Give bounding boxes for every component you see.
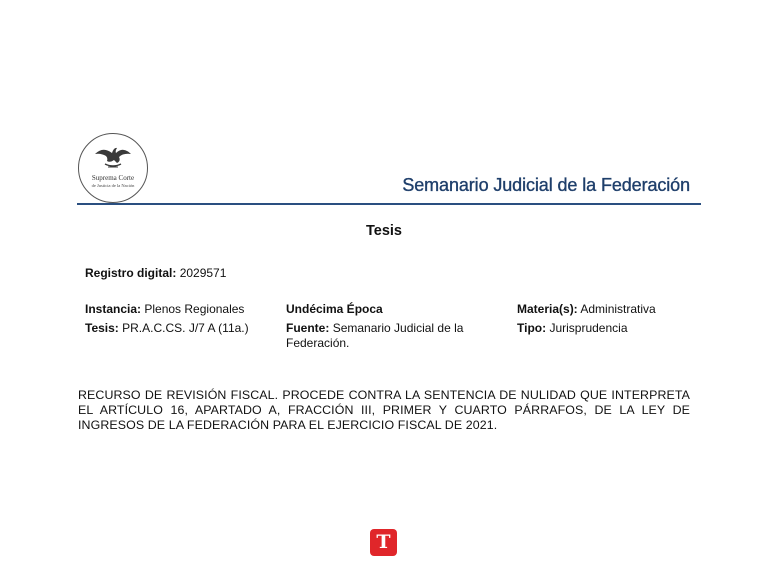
fuente-value: Semanario Judicial de la Federación.	[286, 321, 464, 350]
epoca-field	[286, 302, 501, 317]
tesis-value: PR.A.C.CS. J/7 A (11a.)	[122, 321, 249, 335]
header-divider	[77, 203, 701, 205]
logo-line-2: de Justicia de la Nación	[91, 183, 135, 188]
instancia-field	[85, 302, 244, 317]
fuente-label: Fuente:	[286, 321, 330, 335]
fuente-field	[286, 321, 501, 351]
instancia-label: Instancia:	[85, 302, 142, 316]
eagle-icon	[93, 144, 133, 172]
tesis-field	[85, 321, 249, 336]
tipo-field	[517, 321, 628, 336]
registro-value: 2029571	[179, 266, 227, 280]
tipo-label: Tipo:	[517, 321, 547, 335]
publication-title: Semanario Judicial de la Federación	[402, 175, 690, 195]
epoca-value: Undécima Época	[286, 302, 383, 316]
tesis-rubro: RECURSO DE REVISIÓN FISCAL. PROCEDE CONTRA LA SENTENCIA DE NULIDAD QUE INTERPRETA EL ARTÍCULO 16, APARTADO A, FRACCIÓN III, PRIMER Y CUARTO PÁRRAFOS, DE LA LEY DE INGRESOS DE LA FEDERACIÓN PARA EL EJERCICIO FISCAL DE 2021.	[78, 388, 690, 432]
tesis-label: Tesis:	[85, 321, 119, 335]
registro-label: Registro digital:	[85, 266, 177, 280]
brand-badge	[370, 529, 397, 556]
brand-badge-letter: T	[376, 531, 391, 553]
scjn-seal-logo	[78, 133, 148, 203]
tipo-value: Jurisprudencia	[549, 321, 628, 335]
instancia-value: Plenos Regionales	[144, 302, 245, 316]
document-type-heading: Tesis	[365, 223, 402, 239]
logo-line-1: Suprema Corte	[91, 174, 135, 182]
registro-digital	[85, 266, 226, 281]
materia-label: Materia(s):	[517, 302, 578, 316]
materia-field	[517, 302, 656, 317]
materia-value: Administrativa	[580, 302, 656, 316]
